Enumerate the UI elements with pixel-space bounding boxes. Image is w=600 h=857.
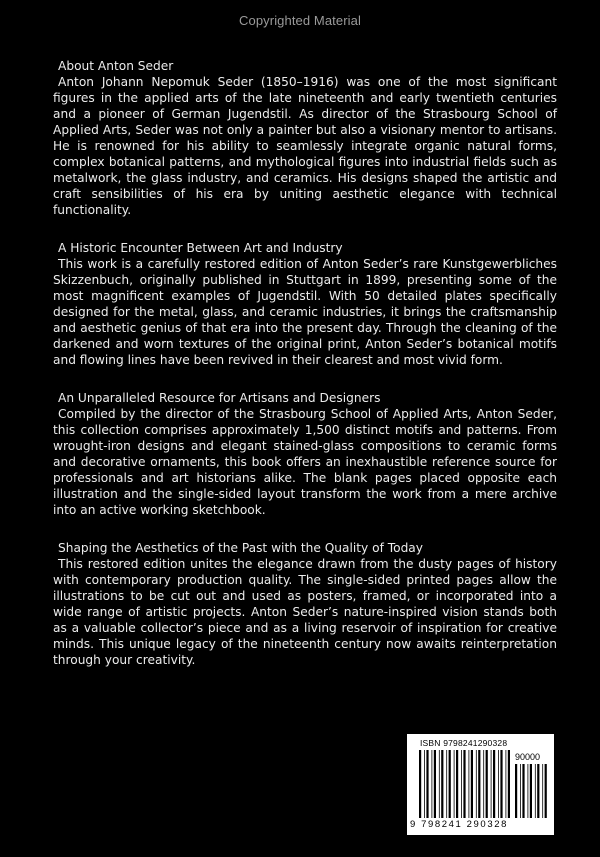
section-body: This work is a carefully restored edition of Anton Seder’s rare Kunstgewerbliches Skizzenbuch, originally published in Stuttgart in 1899, presenting some of the most magnificent examples of Jugendstil. With 50 detailed plates specifically designed for the metal, glass, and ceramic industries, it brings the craftsmanship and aesthetic genius of that era into the present day. Through the cleaning of the darkened and worn textures of the original print, Anton Seder’s botanical motifs and flowing lines have been revived in their clearest and most vivid form. [53, 257, 557, 367]
barcode-addon-bars-icon [515, 764, 547, 818]
section-body: This restored edition unites the elegance drawn from the dusty pages of history with contemporary production quality. The single-sided printed pages allow the illustrations to be cut out and used as posters, framed, or incorporated into a wide range of artistic projects. Anton Seder’s nature-inspired vision stands both as a valuable collector’s piece and as a living reservoir of inspiration for creative minds. This unique legacy of the nineteenth century now awaits reinterpretation through your creativity. [53, 557, 557, 667]
section-heading: About Anton Seder [58, 59, 174, 73]
section-aesthetics [53, 540, 557, 668]
back-cover-text [53, 58, 557, 668]
section-body: Anton Johann Nepomuk Seder (1850–1916) was one of the most significant figures in the applied arts of the late nineteenth and early twentieth centuries and a pioneer of German Jugendstil. As director of the Strasbourg School of Applied Arts, Seder was not only a painter but also a visionary mentor to artisans. He is renowned for his ability to seamlessly integrate organic natural forms, complex botanical patterns, and mythological figures into industrial fields such as metalwork, the glass industry, and ceramics. His designs shaped the artistic and craft sensibilities of his era by uniting aesthetic elegance with technical functionality. [53, 75, 557, 217]
isbn-barcode [407, 734, 554, 835]
section-about [53, 58, 557, 218]
copyright-watermark: Copyrighted Material [239, 13, 361, 28]
barcode-bars-icon [419, 750, 511, 818]
section-heading: A Historic Encounter Between Art and Industry [58, 241, 343, 255]
section-heading: Shaping the Aesthetics of the Past with the Quality of Today [58, 541, 423, 555]
section-resource [53, 390, 557, 518]
barcode-digits: 9 798241 290328 [410, 819, 508, 830]
section-body: Compiled by the director of the Strasbourg School of Applied Arts, Anton Seder, this collection comprises approximately 1,500 distinct motifs and patterns. From wrought-iron designs and elegant stained-glass compositions to ceramic forms and decorative ornaments, this book offers an inexhaustible reference source for professionals and art historians alike. The blank pages placed opposite each illustration and the single-sided layout transform the work from a mere archive into an active working sketchbook. [53, 407, 557, 517]
barcode-addon-number: 90000 [515, 752, 541, 762]
isbn-label: ISBN 9798241290328 [420, 738, 508, 748]
section-heading: An Unparalleled Resource for Artisans and Designers [58, 391, 381, 405]
section-historic-encounter [53, 240, 557, 368]
